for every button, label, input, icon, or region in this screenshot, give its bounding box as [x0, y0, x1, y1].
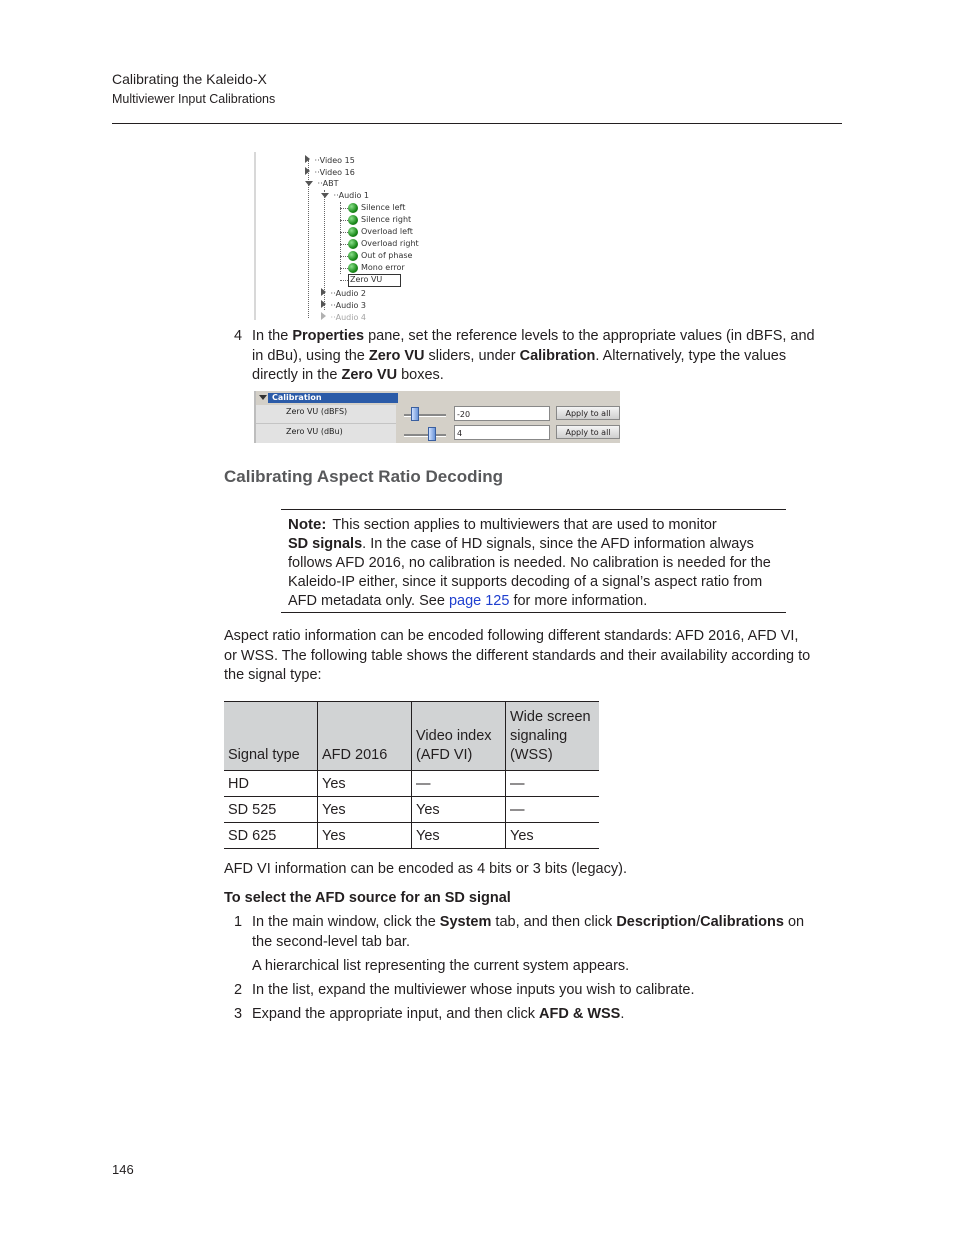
slider-thumb[interactable] — [411, 407, 419, 421]
table-cell: Yes — [318, 771, 412, 797]
step-number: 4 — [234, 328, 243, 344]
step-number: 2 — [234, 982, 243, 998]
expand-arrow-icon[interactable] — [321, 300, 326, 308]
zero-vu-dbu-label: Zero VU (dBu) — [286, 427, 343, 436]
table-cell: SD 625 — [224, 823, 318, 849]
step-number: 3 — [234, 1006, 243, 1022]
tree-item-audio3[interactable]: ··Audio 3 — [321, 300, 366, 310]
table-cell: — — [506, 797, 600, 823]
tree-item-audio1[interactable]: ··Audio 1 — [321, 191, 369, 200]
table-header: Signal type — [224, 702, 318, 771]
calibration-panel-screenshot — [254, 391, 620, 443]
table-cell: — — [506, 771, 600, 797]
tree-item-zero-vu[interactable]: Zero VU — [348, 274, 401, 287]
table-header-row — [224, 702, 599, 771]
step-2-text: In the list, expand the multiviewer whose inputs you wish to calibrate. — [252, 982, 695, 998]
tree-item-abt[interactable]: ··ABT — [305, 179, 339, 188]
table-header: Video index (AFD VI) — [412, 702, 506, 771]
aspect-ratio-table — [224, 701, 599, 849]
tree-item-silence-left[interactable]: Silence left — [361, 203, 406, 212]
step-1-text: In the main window, click the System tab, and then click Description/Calibrations on the second-level tab bar. — [252, 914, 805, 950]
note-box — [281, 509, 786, 613]
table-cell: HD — [224, 771, 318, 797]
expand-arrow-icon[interactable] — [321, 312, 326, 320]
step-1-result: A hierarchical list representing the current system appears. — [252, 958, 630, 974]
table-header: AFD 2016 — [318, 702, 412, 771]
table-row — [224, 771, 599, 797]
tree-item-overload-right[interactable]: Overload right — [361, 239, 419, 248]
table-row — [224, 823, 599, 849]
collapse-arrow-icon[interactable] — [305, 181, 313, 186]
zero-vu-dbfs-label: Zero VU (dBFS) — [286, 407, 348, 416]
tree-item-silence-right[interactable]: Silence right — [361, 215, 412, 224]
procedure-title: To select the AFD source for an SD signal — [224, 890, 511, 906]
table-cell: Yes — [412, 823, 506, 849]
table-header: Wide screen signaling (WSS) — [506, 702, 600, 771]
status-led-icon — [348, 203, 358, 213]
zero-vu-dbu-slider[interactable] — [404, 434, 446, 437]
page-number: 146 — [112, 1162, 134, 1177]
calibration-heading: Calibration — [268, 393, 398, 403]
collapse-arrow-icon[interactable] — [259, 395, 267, 400]
slider-thumb[interactable] — [428, 427, 436, 441]
tree-item-audio2[interactable]: ··Audio 2 — [321, 288, 366, 298]
apply-to-all-button[interactable]: Apply to all — [556, 425, 620, 439]
table-cell: Yes — [318, 823, 412, 849]
step-number: 1 — [234, 914, 243, 930]
running-header-chapter: Calibrating the Kaleido-X — [112, 71, 267, 87]
table-cell: Yes — [318, 797, 412, 823]
note-label: Note: — [288, 516, 327, 533]
apply-to-all-button[interactable]: Apply to all — [556, 406, 620, 420]
zero-vu-dbu-input[interactable]: 4 — [454, 425, 550, 440]
section-title: Calibrating Aspect Ratio Decoding — [224, 467, 503, 486]
table-cell: SD 525 — [224, 797, 318, 823]
status-led-icon — [348, 251, 358, 261]
zero-vu-dbfs-input[interactable]: -20 — [454, 406, 550, 421]
table-cell: Yes — [412, 797, 506, 823]
status-led-icon — [348, 215, 358, 225]
table-cell: Yes — [506, 823, 600, 849]
table-cell: — — [412, 771, 506, 797]
expand-arrow-icon[interactable] — [321, 288, 326, 296]
tree-item-out-of-phase[interactable]: Out of phase — [361, 251, 413, 260]
tree-item-video16[interactable]: ··Video 16 — [305, 167, 355, 177]
tree-item-audio4[interactable]: ··Audio 4 — [321, 312, 366, 320]
system-tree-screenshot — [254, 152, 421, 320]
intro-paragraph: Aspect ratio information can be encoded following different standards: AFD 2016, AFD VI, or WSS. The following table shows the different standards and their availability according to the signal type: — [224, 628, 811, 683]
expand-arrow-icon[interactable] — [305, 167, 310, 175]
expand-arrow-icon[interactable] — [305, 155, 310, 163]
table-row — [224, 797, 599, 823]
step-3-text: Expand the appropriate input, and then click AFD & WSS. — [252, 1006, 625, 1022]
status-led-icon — [348, 227, 358, 237]
page-link[interactable]: page 125 — [448, 593, 510, 609]
header-rule — [112, 123, 842, 124]
status-led-icon — [348, 239, 358, 249]
note-text: Note: This section applies to multiviewers that are used to monitor SD signals. In the case of HD signals, since the AFD information always follows AFD 2016, no calibration is needed. No calibration is needed for the Kaleido-IP either, since it supports decoding of a signal’s aspect ratio from AFD metadata only. See page 125 for more information. — [288, 516, 771, 609]
step-4-text: In the Properties pane, set the reference levels to the appropriate values (in dBFS, and in dBu), using the Zero VU sliders, under Calibration. Alternatively, type the values directly in the Zero VU boxes. — [252, 328, 815, 383]
tree-item-overload-left[interactable]: Overload left — [361, 227, 413, 236]
tree-item-mono-error[interactable]: Mono error — [361, 263, 405, 272]
tree-item-video15[interactable]: ··Video 15 — [305, 155, 355, 165]
collapse-arrow-icon[interactable] — [321, 193, 329, 198]
status-led-icon — [348, 263, 358, 273]
tree-guide — [340, 202, 341, 274]
afd-vi-paragraph: AFD VI information can be encoded as 4 bits or 3 bits (legacy). — [224, 861, 627, 877]
running-header-section: Multiviewer Input Calibrations — [112, 92, 276, 106]
